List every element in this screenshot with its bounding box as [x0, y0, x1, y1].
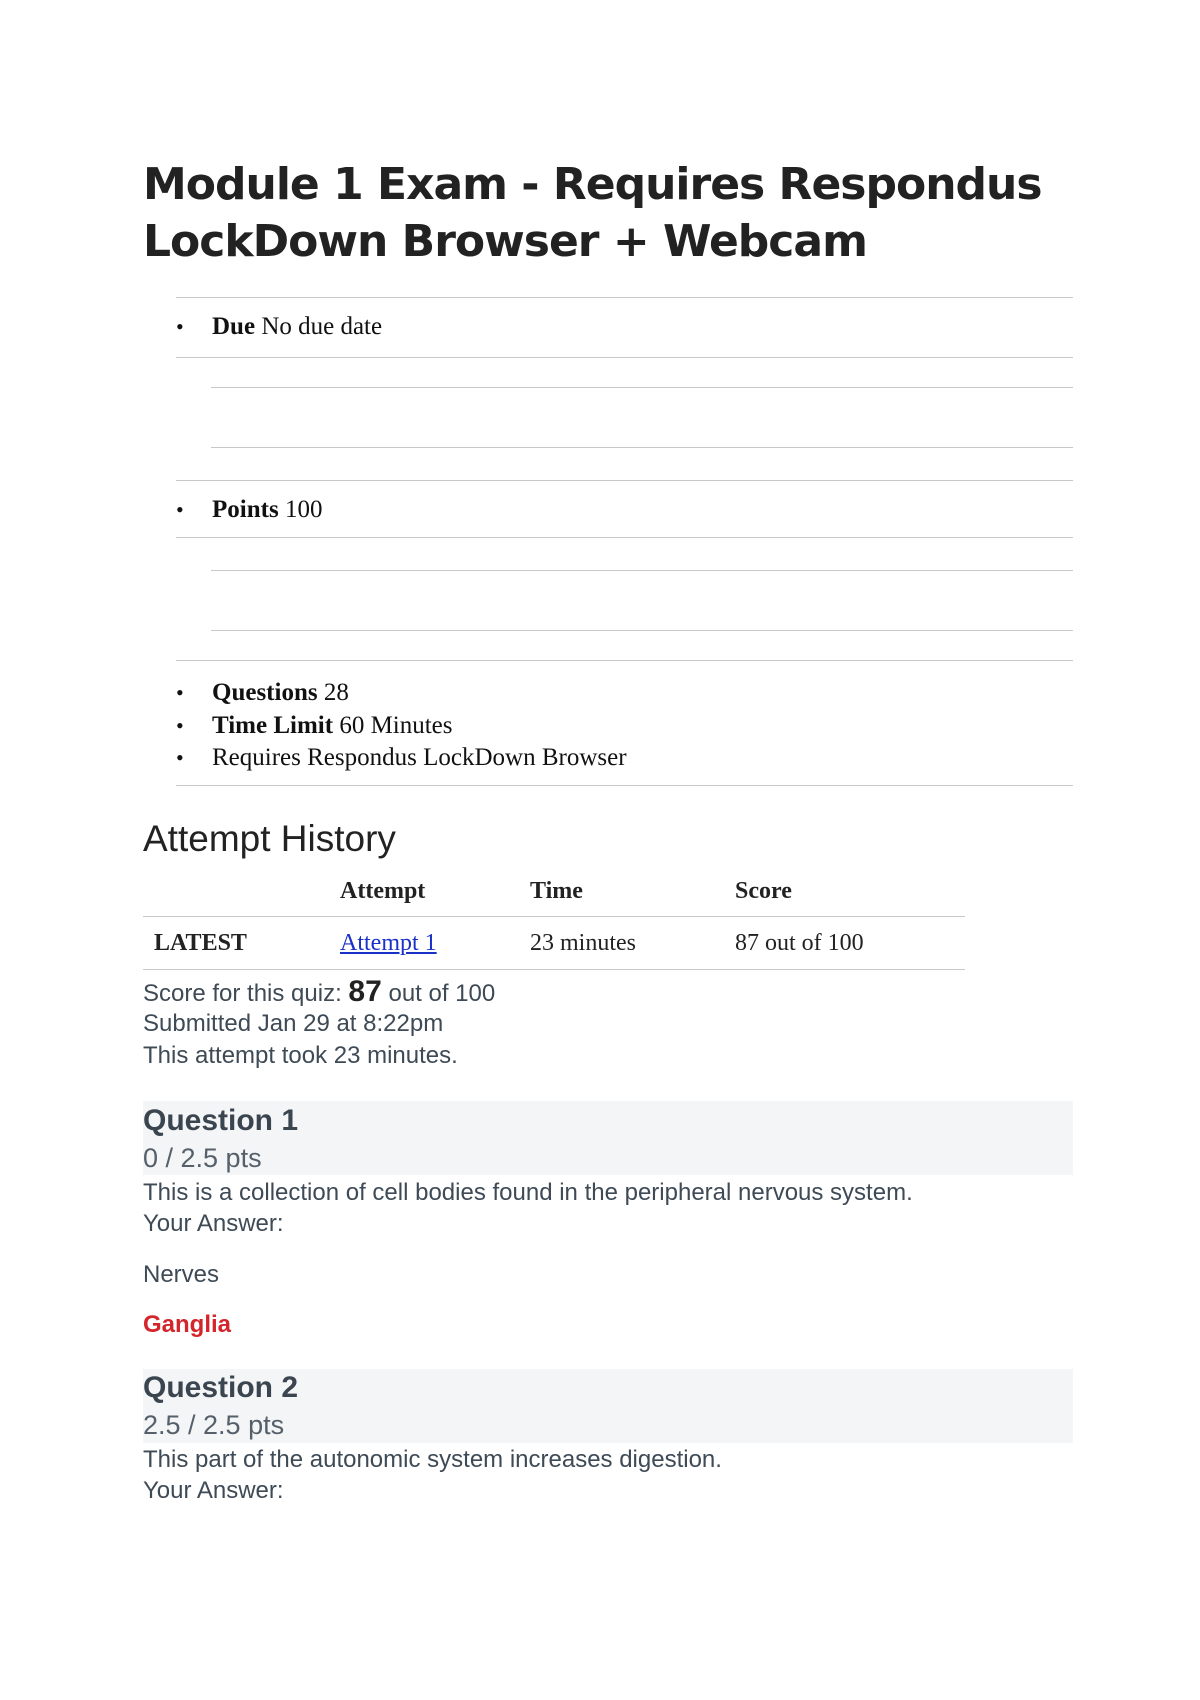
- divider: [211, 387, 1073, 388]
- divider: [176, 357, 1073, 358]
- your-answer-label: Your Answer:: [143, 1477, 284, 1504]
- quiz-score-line: [143, 975, 495, 1009]
- time-limit-label: Time Limit: [212, 712, 334, 739]
- question-points: 2.5 / 2.5 pts: [143, 1410, 285, 1440]
- answer-option: Nerves: [143, 1261, 220, 1288]
- question-points: 0 / 2.5 pts: [143, 1143, 262, 1173]
- latest-tag: LATEST: [154, 930, 247, 956]
- your-answer-label: Your Answer:: [143, 1210, 284, 1237]
- attempt-link[interactable]: Attempt 1: [340, 930, 437, 956]
- questions-item: • Questions 28: [176, 679, 349, 706]
- due-item: • Due No due date: [176, 313, 383, 340]
- divider: [176, 297, 1073, 298]
- score-value: 87: [348, 975, 382, 1008]
- divider: [176, 480, 1073, 481]
- column-header-attempt: Attempt: [340, 878, 426, 904]
- divider: [211, 570, 1073, 571]
- divider: [143, 969, 965, 970]
- score-prefix: Score for this quiz:: [143, 980, 342, 1007]
- submitted-text: Submitted Jan 29 at 8:22pm: [143, 1010, 444, 1037]
- divider: [176, 785, 1073, 786]
- table-cell-score: 87 out of 100: [735, 930, 864, 956]
- due-label: Due: [212, 313, 256, 340]
- requirement-text: Requires Respondus LockDown Browser: [212, 744, 627, 771]
- time-limit-value: 60 Minutes: [339, 712, 453, 739]
- attempt-history-heading: Attempt History: [143, 818, 396, 859]
- due-value: No due date: [261, 313, 383, 340]
- points-label: Points: [212, 496, 279, 523]
- question-title: Question 2: [143, 1371, 299, 1404]
- column-header-time: Time: [530, 878, 583, 904]
- table-cell-time: 23 minutes: [530, 930, 636, 956]
- question-text: This part of the autonomic system increases digestion.: [143, 1446, 722, 1473]
- table-cell-attempt: [340, 930, 437, 957]
- points-value: 100: [284, 496, 323, 523]
- divider: [211, 447, 1073, 448]
- duration-text: This attempt took 23 minutes.: [143, 1042, 458, 1069]
- column-header-score: Score: [735, 878, 792, 904]
- divider: [211, 630, 1073, 631]
- requirement-item: • Requires Respondus LockDown Browser: [176, 744, 627, 771]
- answer-option-wrong: Ganglia: [143, 1311, 232, 1338]
- points-item: • Points 100: [176, 496, 323, 523]
- divider: [176, 660, 1073, 661]
- time-limit-item: • Time Limit 60 Minutes: [176, 712, 453, 739]
- question-title: Question 1: [143, 1104, 299, 1137]
- divider: [143, 916, 965, 917]
- page-title: Module 1 Exam - Requires Respondus LockDown Browser + Webcam: [143, 159, 1042, 267]
- questions-label: Questions: [212, 679, 318, 706]
- score-suffix: out of 100: [388, 980, 496, 1007]
- questions-value: 28: [323, 679, 349, 706]
- divider: [176, 537, 1073, 538]
- question-text: This is a collection of cell bodies found in the peripheral nervous system.: [143, 1179, 913, 1206]
